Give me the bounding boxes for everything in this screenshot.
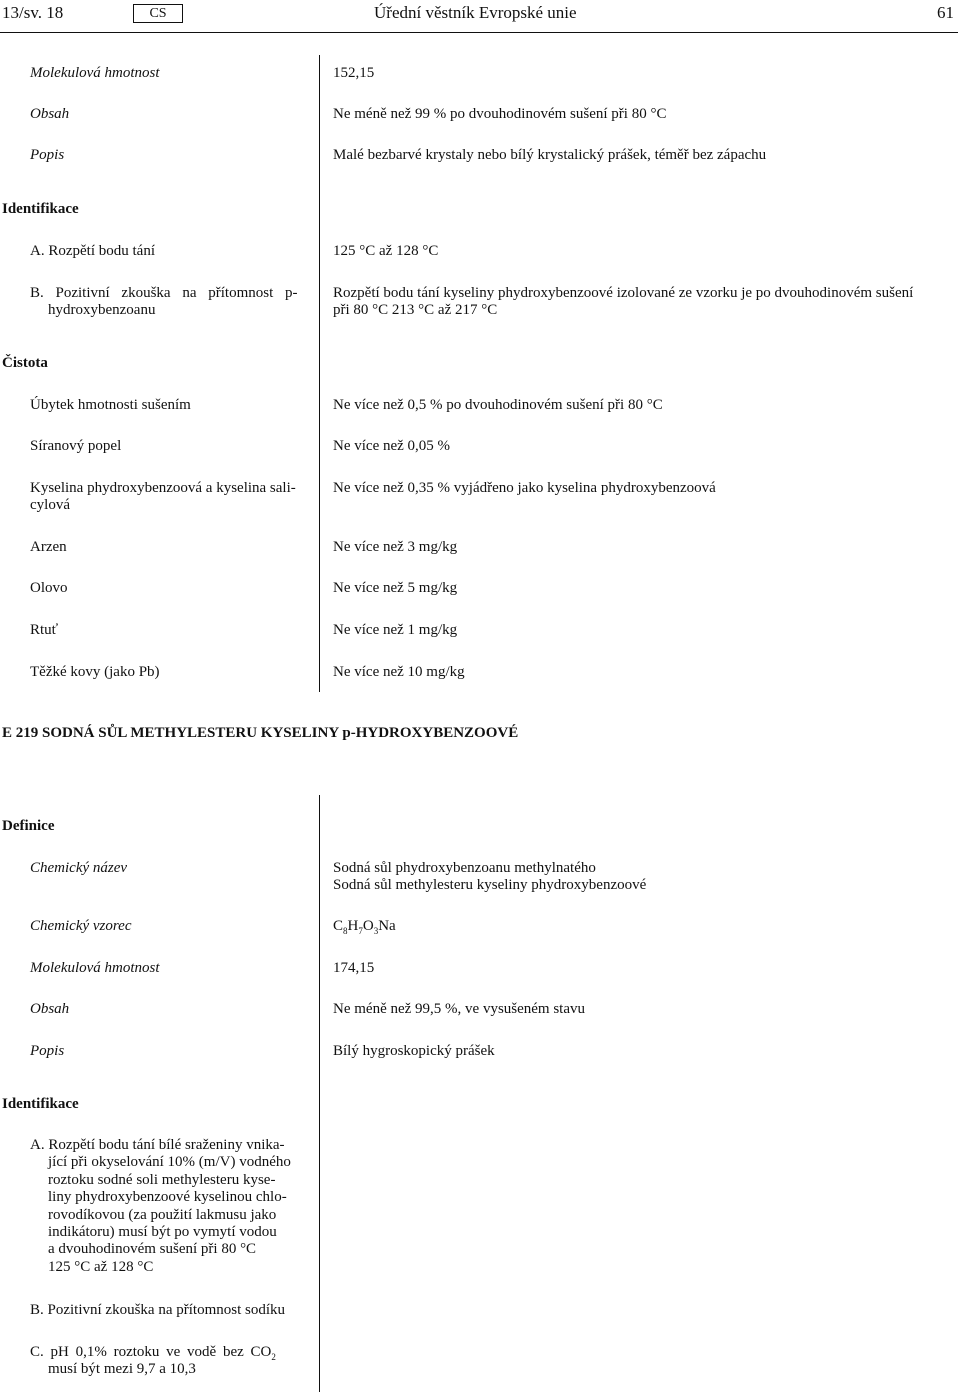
- volume-number: 13/sv. 18: [2, 3, 64, 22]
- page-number: 61: [937, 3, 954, 22]
- lead-label: Olovo: [30, 580, 68, 596]
- chemical-formula-value: $C_8H_7O_3Na$: [333, 918, 396, 936]
- description-label: Popis: [30, 147, 65, 163]
- page-header: [0, 0, 960, 30]
- chemical-name-line1: Sodná sůl phydroxybenzoanu methylnatého: [333, 860, 596, 876]
- ident-a-line: roztoku sodné soli methylesteru kyse-: [48, 1171, 276, 1188]
- chemical-formula-label: Chemický vzorec: [30, 918, 132, 934]
- heavy-metals-label: Těžké kovy (jako Pb): [30, 664, 160, 680]
- sulphated-ash-label: Síranový popel: [30, 438, 122, 454]
- sulphated-ash-value: Ne více než 0,05 %: [333, 438, 451, 454]
- description-value: Malé bezbarvé krystaly nebo bílý krystalický prášek, téměř bez zápachu: [333, 147, 767, 163]
- identification-heading: Identifikace: [2, 1096, 79, 1112]
- acid-label-line2: cylová: [30, 497, 70, 513]
- mol-weight-value: 174,15: [333, 960, 375, 976]
- chemical-name-label: Chemický název: [30, 860, 128, 876]
- definition-heading: Definice: [2, 818, 55, 834]
- mol-weight-value: 152,15: [333, 65, 375, 81]
- ident-c-label-line1: C. pH 0,1% roztoku ve vodě bez $CO_2$: [30, 1344, 276, 1362]
- ident-a-line: liny phydroxybenzoové kyselinou chlo-: [48, 1189, 287, 1206]
- arsenic-value: Ne více než 3 mg/kg: [333, 539, 458, 555]
- mol-weight-label: Molekulová hmotnost: [30, 65, 160, 81]
- ident-a-line: 125 °C až 128 °C: [48, 1258, 154, 1275]
- mol-weight-label: Molekulová hmotnost: [30, 960, 160, 976]
- ident-a-line: a dvouhodinovém sušení při 80 °C: [48, 1241, 257, 1258]
- loss-on-drying-label: Úbytek hmotnosti sušením: [30, 397, 191, 413]
- identification-heading: Identifikace: [2, 201, 79, 217]
- arsenic-label: Arzen: [30, 539, 67, 555]
- e219-title: E 219 SODNÁ SŮL METHYLESTERU KYSELINY p-HYDROXYBENZOOVÉ: [2, 725, 519, 741]
- ident-c-label-line2: musí být mezi 9,7 a 10,3: [48, 1361, 196, 1377]
- ident-a-line: indikátoru) musí být po vymytí vodou: [48, 1224, 277, 1240]
- ident-a-value: 125 °C až 128 °C: [333, 243, 439, 259]
- loss-on-drying-value: Ne více než 0,5 % po dvouhodinovém sušení při 80 °C: [333, 397, 663, 413]
- ident-a-line: jící při okyselování 10% (m/V) vodného: [48, 1154, 291, 1171]
- assay-value: Ne méně než 99 % po dvouhodinovém sušení při 80 °C: [333, 106, 667, 122]
- mercury-label: Rtuť: [30, 622, 59, 638]
- header-rule: [0, 32, 958, 33]
- mercury-value: Ne více než 1 mg/kg: [333, 622, 458, 638]
- ident-b-value-line1: Rozpětí bodu tání kyseliny phydroxybenzoové izolované ze vzorku je po dvouhodinovém sušení: [333, 285, 914, 301]
- journal-title: Úřední věstník Evropské unie: [374, 3, 577, 22]
- description-value: Bílý hygroskopický prášek: [333, 1043, 495, 1059]
- language-code: CS: [133, 4, 183, 23]
- lead-value: Ne více než 5 mg/kg: [333, 580, 458, 596]
- ident-a-line: A. Rozpětí bodu tání bílé sraženiny vnika-: [30, 1137, 285, 1153]
- ident-a-line: rovodíkovou (za použití lakmusu jako: [48, 1206, 277, 1223]
- ident-a-label: A. Rozpětí bodu tání: [30, 243, 155, 259]
- ident-b-value-line2: při 80 °C 213 °C až 217 °C: [333, 302, 498, 318]
- purity-heading: Čistota: [2, 355, 48, 371]
- acid-label-line1: Kyselina phydroxybenzoová a kyselina sali-: [30, 480, 296, 496]
- ident-b-label-line2: hydroxybenzoanu: [48, 302, 156, 318]
- description-label: Popis: [30, 1043, 65, 1059]
- ident-b-label: B. Pozitivní zkouška na přítomnost sodíku: [30, 1302, 285, 1318]
- heavy-metals-value: Ne více než 10 mg/kg: [333, 664, 465, 680]
- assay-label: Obsah: [30, 106, 70, 122]
- column-divider: [319, 795, 320, 1392]
- acid-value: Ne více než 0,35 % vyjádřeno jako kyselina phydroxybenzoová: [333, 480, 716, 496]
- assay-value: Ne méně než 99,5 %, ve vysušeném stavu: [333, 1001, 586, 1017]
- ident-b-label-line1: B. Pozitivní zkouška na přítomnost p-: [30, 285, 298, 301]
- assay-label: Obsah: [30, 1001, 70, 1017]
- chemical-name-line2: Sodná sůl methylesteru kyseliny phydroxybenzoové: [333, 877, 647, 893]
- column-divider: [319, 55, 320, 692]
